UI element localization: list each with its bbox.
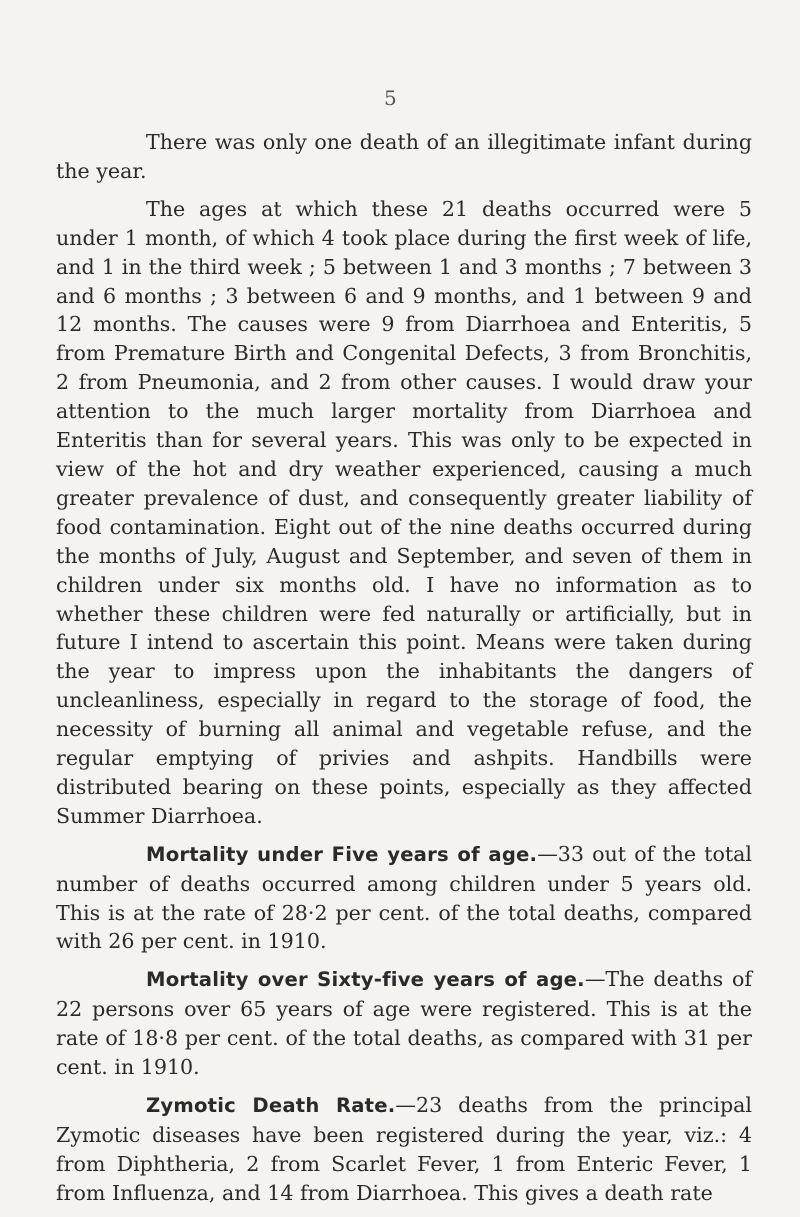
paragraph-mortality-under-five <box>56 840 752 957</box>
paragraph-text: There was only one death of an illegitimate infant during the year. <box>56 130 752 183</box>
paragraph-text: —33 out of the total number of deaths occurred among children under 5 years old. This is at the rate of 28·2 per cent. of the total deaths, compared with 26 per cent. in 1910. <box>56 841 752 954</box>
paragraph-mortality-over-sixty-five <box>56 965 752 1082</box>
page-number: 5 <box>384 86 397 110</box>
section-heading: Mortality under Five years of age. <box>146 842 538 866</box>
paragraph-illegitimate-death <box>56 128 752 186</box>
paragraph-text: The ages at which these 21 deaths occurred were 5 under 1 month, of which 4 took place during the first week of life, and 1 in the third week ; 5 between 1 and 3 months ; 7 between 3 and 6 months ; 3 between 6 and 9 months, and 1 between 9 and 12 months. The causes were 9 from Diarrhoea and Enteritis, 5 from Premature Birth and Congenital Defects, 3 from Bronchitis, 2 from Pneumonia, and 2 from other causes. I would draw your attention to the much larger mortality from Diarrhoea and Enteritis than for several years. This was only to be expected in view of the hot and dry weather experienced, causing a much greater prevalence of dust, and consequently greater liability of food contamination. Eight out of the nine deaths occurred during the months of July, August and September, and seven of them in children under six months old. I have no information as to whether these children were fed naturally or artificially, but in future I intend to ascertain this point. Means were taken during the year to impress upon the inhabitants the dangers of uncleanliness, especially in regard to the storage of food, the necessity of burning all animal and vegetable refuse, and the regular emptying of privies and ashpits. Handbills were distributed bearing on these points, especially as they affected Summer Diarrhoea. <box>56 196 752 828</box>
section-heading: Mortality over Sixty-five years of age. <box>146 968 585 992</box>
section-heading: Zymotic Death Rate. <box>146 1094 396 1117</box>
paragraph-infant-deaths <box>56 195 752 831</box>
paragraph-zymotic-death-rate <box>56 1091 752 1208</box>
paragraph-text: —23 deaths from the principal Zymotic diseases have been registered during the year, viz.: 4 from Diphtheria, 2 from Scarlet Fever, 1 from Enteric Fever, 1 from Influenza, and 14 from Diarrhoea. This gives a death rate <box>56 1093 753 1205</box>
paragraph-text: —The deaths of 22 persons over 65 years of age were registered. This is at the rate of 18·8 per cent. of the total deaths, as compared with 31 per cent. in 1910. <box>56 967 752 1080</box>
document-body <box>56 128 752 1217</box>
